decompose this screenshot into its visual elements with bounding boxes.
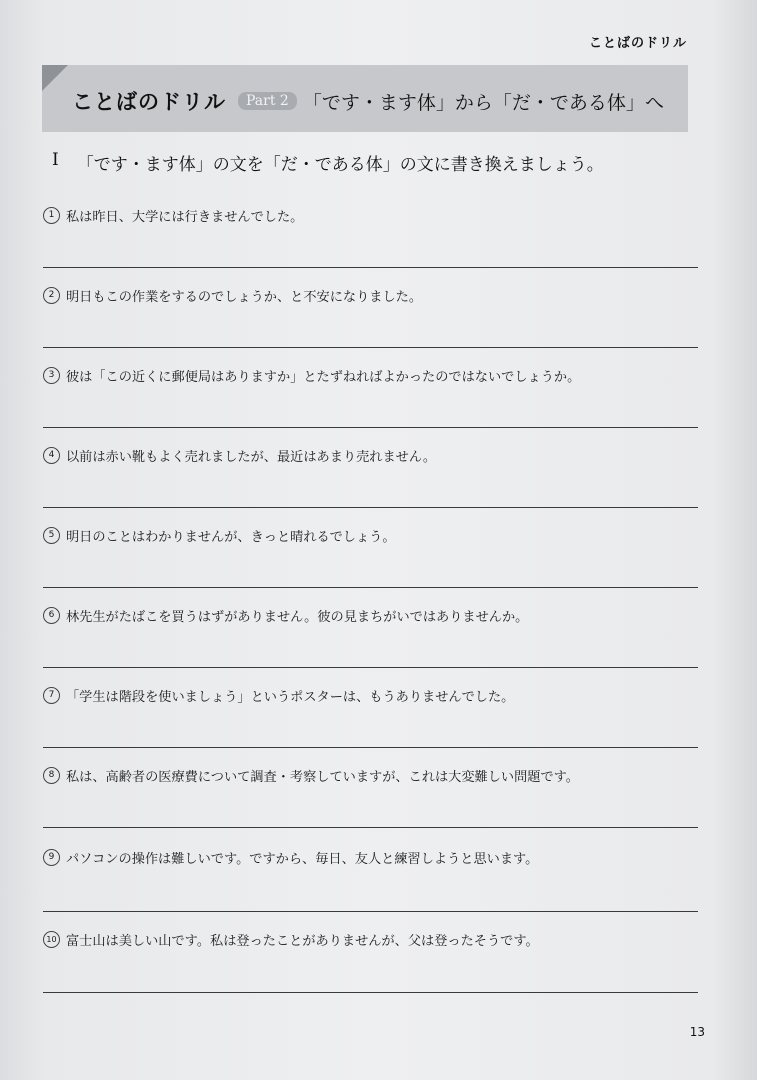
item-number-badge: 8 [43, 767, 60, 784]
exercise-item-10 [43, 930, 698, 949]
answer-line[interactable] [43, 827, 698, 828]
exercise-number: I [52, 150, 59, 170]
exercise-item-5 [43, 526, 698, 545]
item-number-badge: 4 [43, 447, 60, 464]
answer-line[interactable] [43, 992, 698, 993]
title-row [72, 86, 664, 116]
exercise-item-4 [43, 446, 698, 465]
item-number-badge: 6 [43, 607, 60, 624]
item-sentence: 富士山は美しい山です。私は登ったことがありませんが、父は登ったそうです。 [66, 934, 539, 949]
running-head: ことばのドリル [588, 36, 687, 51]
answer-line[interactable] [43, 267, 698, 268]
item-sentence: 私は昨日、大学には行きませんでした。 [66, 210, 304, 225]
item-number-badge: 7 [43, 687, 60, 704]
instruction-text: 「です・ます体」の文を「だ・である体」の文に書き換えましょう。 [76, 155, 604, 175]
item-sentence: 私は、高齢者の医療費について調査・考察していますが、これは大変難しい問題です。 [66, 770, 579, 785]
item-number-badge: 2 [43, 287, 60, 304]
exercise-item-3 [43, 366, 698, 385]
part-badge: Part 2 [238, 92, 297, 110]
item-sentence: 林先生がたばこを買うはずがありません。彼の見まちがいではありませんか。 [66, 610, 529, 625]
page-subtitle: 「です・ます体」から「だ・である体」へ [302, 91, 664, 114]
exercise-item-7 [43, 686, 698, 705]
item-number-badge: 1 [43, 207, 60, 224]
answer-line[interactable] [43, 747, 698, 748]
exercise-item-1 [43, 206, 698, 225]
item-sentence: 「学生は階段を使いましょう」というポスターは、もうありませんでした。 [66, 690, 515, 705]
page-number: 13 [689, 1025, 705, 1039]
item-sentence: 明日もこの作業をするのでしょうか、と不安になりました。 [66, 290, 423, 305]
exercise-item-2 [43, 286, 698, 305]
item-sentence: 明日のことはわかりませんが、きっと晴れるでしょう。 [66, 530, 396, 545]
item-number-badge: 9 [43, 849, 60, 866]
exercise-item-8 [43, 766, 698, 785]
exercise-instruction [52, 150, 604, 175]
item-number-badge: 3 [43, 367, 60, 384]
item-number-badge: 10 [43, 931, 60, 948]
exercise-item-9 [43, 848, 698, 867]
item-sentence: パソコンの操作は難しいです。ですから、毎日、友人と練習しようと思います。 [66, 852, 539, 867]
exercise-item-6 [43, 606, 698, 625]
answer-line[interactable] [43, 667, 698, 668]
item-number-badge: 5 [43, 527, 60, 544]
answer-line[interactable] [43, 587, 698, 588]
answer-line[interactable] [43, 427, 698, 428]
title-banner-corner [42, 65, 68, 91]
answer-line[interactable] [43, 911, 698, 912]
item-sentence: 以前は赤い靴もよく売れましたが、最近はあまり売れません。 [66, 450, 437, 465]
page-title: ことばのドリル [72, 90, 226, 114]
item-sentence: 彼は「この近くに郵便局はありますか」とたずねればよかったのではないでしょうか。 [66, 370, 581, 385]
answer-line[interactable] [43, 507, 698, 508]
answer-line[interactable] [43, 347, 698, 348]
